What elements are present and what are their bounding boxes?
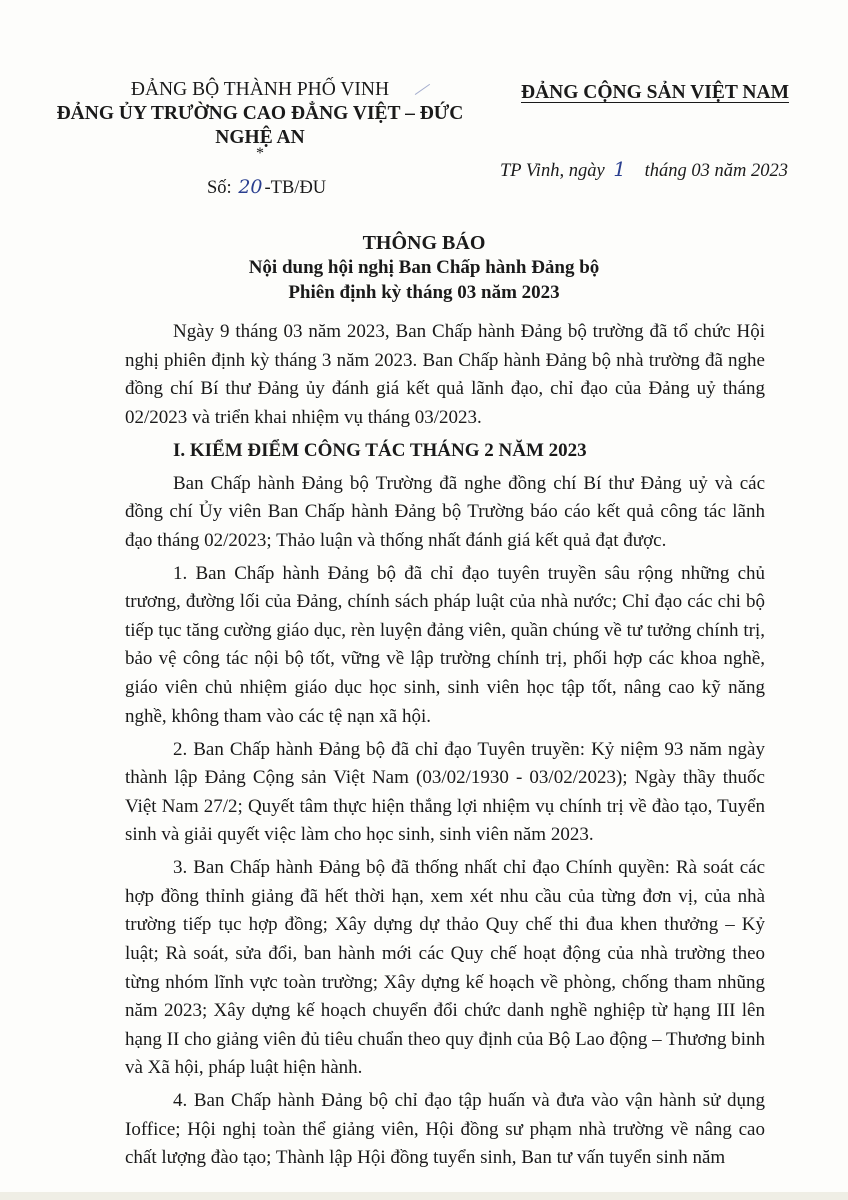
section1-intro: Ban Chấp hành Đảng bộ Trường đã nghe đồng chí Bí thư Đảng uỷ và các đồng chí Ủy viên Ban Chấp hành Đảng bộ Trường báo cáo kết quả công tác lãnh đạo tháng 02/2023; Thảo luận và thống nhất đánh giá kết quả đạt được. [125,472,765,551]
item-4: 4. Ban Chấp hành Đảng bộ chỉ đạo tập huấn và đưa vào vận hành sử dụng Ioffice; Hội nghị toàn thể giảng viên, Hội đồng sư phạm nhà trường về nâng cao chất lượng đào tạo; Thành lập Hội đồng tuyển sinh, Ban tư vấn tuyển sinh năm [125,1090,765,1169]
document-type-title: THÔNG BÁO [362,232,486,254]
item-3: 3. Ban Chấp hành Đảng bộ đã thống nhất chỉ đạo Chính quyền: Rà soát các hợp đồng thỉnh giảng đã hết thời hạn, xem xét nhu cầu của từng đơn vị, của nhà trường tiếp tục hợp đồng; Xây dựng dự thảo Quy chế thi đua khen thưởng – Kỷ luật; Rà soát, sửa đổi, ban hành mới các Quy chế hoạt động của nhà trường theo từng nhóm lĩnh vực toàn trường; Xây dựng kế hoạch về phòng, chống tham nhũng năm 2023; Xây dựng kế hoạch chuyển đổi chức danh nghề nghiệp từ hạng III lên hạng II cho giảng viên đủ tiêu chuẩn theo quy định của Bộ Lao động – Thương binh và Xã hội, pháp luật hiện hành. [125,857,766,1079]
document-body [125,318,765,1177]
party-committee-school: ĐẢNG ỦY TRƯỜNG CAO ĐẲNG VIỆT – ĐỨC [56,103,464,124]
party-committee-province: NGHỆ AN [215,127,305,148]
document-subject-line2: Phiên định kỳ tháng 03 năm 2023 [288,282,560,303]
party-committee-city: ĐẢNG BỘ THÀNH PHỐ VINH [130,79,390,100]
date-day: 1 [613,157,627,181]
document-number [207,176,326,199]
number-suffix: -TB/ĐU [264,178,327,198]
number-value: 20 [238,176,263,198]
document-subject-line1: Nội dung hội nghị Ban Chấp hành Đảng bộ [248,257,600,278]
section-heading-1: I. KIỂM ĐIỂM CÔNG TÁC THÁNG 2 NĂM 2023 [173,439,587,461]
number-prefix: Số: [207,178,232,198]
date-line [500,157,788,182]
date-suffix: tháng 03 năm 2023 [644,161,789,181]
national-party-title: ĐẢNG CỘNG SẢN VIỆT NAM [521,82,789,103]
item-1: 1. Ban Chấp hành Đảng bộ đã chỉ đạo tuyên truyền sâu rộng những chủ trương, đường lối của Đảng, chính sách pháp luật của nhà nước; Chỉ đạo các chi bộ tiếp tục tăng cường giáo dục, rèn luyện đảng viên, quần chúng về tư tưởng chính trị, bảo vệ công tác nội bộ tốt, vững về lập trường chính trị, phối hợp các khoa nghề, giáo viên chủ nhiệm giáo dục học sinh, sinh viên học tập tốt, nâng cao kỹ năng nghề, không tham vào các tệ nạn xã hội. [125,562,765,727]
item-2: 2. Ban Chấp hành Đảng bộ đã chỉ đạo Tuyên truyền: Kỷ niệm 93 năm ngày thành lập Đảng Cộng sản Việt Nam (03/02/1930 - 03/02/2023); Ngày thầy thuốc Việt Nam 27/2; Quyết tâm thực hiện thắng lợi nhiệm vụ chính trị về đào tạo, Tuyển sinh và giải quyết việc làm cho học sinh, sinh viên năm 2023. [125,738,765,846]
scan-edge [0,1192,848,1200]
header-star: * [256,145,264,162]
date-prefix: TP Vinh, ngày [500,161,605,181]
intro-paragraph: Ngày 9 tháng 03 năm 2023, Ban Chấp hành Đảng bộ trường đã tổ chức Hội nghị phiên định kỳ tháng 3 năm 2023. Ban Chấp hành Đảng bộ nhà trường đã nghe đồng chí Bí thư Đảng ủy đánh giá kết quả lãnh đạo, chỉ đạo của Đảng uỷ tháng 02/2023 và triển khai nhiệm vụ tháng 03/2023. [125,321,765,428]
